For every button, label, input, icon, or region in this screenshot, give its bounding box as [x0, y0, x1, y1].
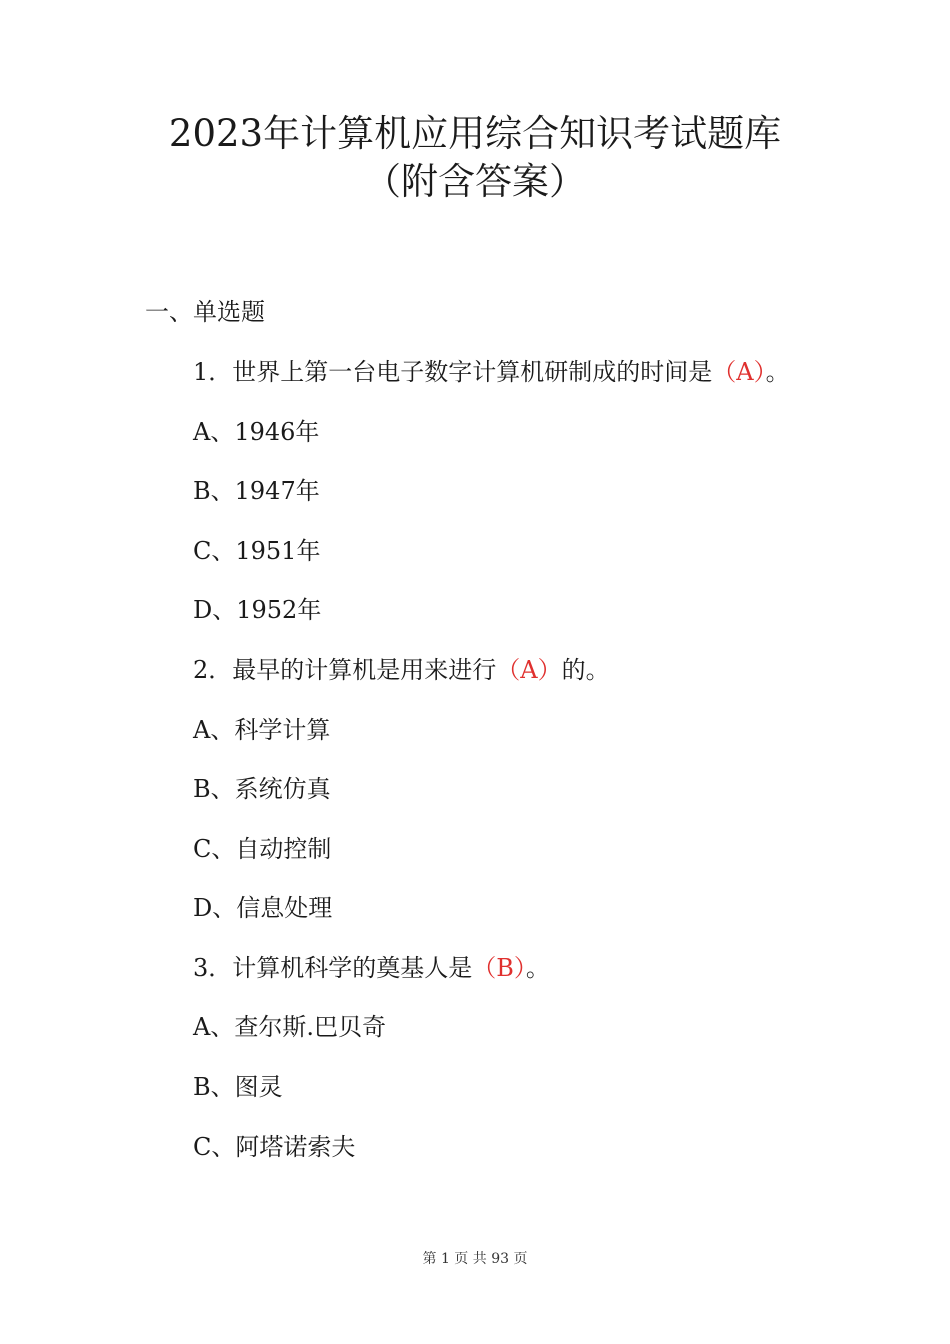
question-2	[193, 654, 610, 686]
question-stem: 最早的计算机是用来进行	[232, 656, 497, 684]
question-3	[193, 952, 550, 984]
question-3-option-a: A、查尔斯.巴贝奇	[193, 1013, 386, 1041]
question-stem-end: 的。	[561, 656, 610, 684]
section-heading: 一、单选题	[145, 298, 265, 326]
answer-marker: （A）	[496, 656, 562, 684]
document-title-line-1: 2023年计算机应用综合知识考试题库	[168, 112, 782, 155]
question-2-option-d: D、信息处理	[193, 894, 333, 922]
page-footer: 第 1 页 共 93 页	[422, 1251, 528, 1267]
question-stem-end: 。	[525, 954, 550, 982]
question-3-option-b: B、图灵	[193, 1073, 283, 1101]
question-2-option-c: C、自动控制	[193, 835, 332, 863]
question-stem: 计算机科学的奠基人是	[232, 954, 473, 982]
question-2-option-b: B、系统仿真	[193, 775, 331, 803]
question-number: 3．	[193, 954, 233, 982]
answer-marker: （A）	[712, 358, 766, 386]
question-3-option-c: C、阿塔诺索夫	[193, 1133, 356, 1161]
question-1-option-d: D、1952年	[193, 596, 322, 624]
question-1-option-c: C、1951年	[193, 537, 321, 565]
question-number: 2．	[193, 656, 233, 684]
question-2-option-a: A、科学计算	[193, 716, 331, 744]
question-1-option-a: A、1946年	[193, 418, 320, 446]
question-1	[193, 356, 790, 388]
question-stem: 世界上第一台电子数字计算机研制成的时间是	[232, 358, 713, 386]
question-stem-end: 。	[765, 358, 790, 386]
answer-marker: （B）	[472, 954, 526, 982]
question-number: 1．	[193, 358, 233, 386]
document-title-line-2: （附含答案）	[364, 160, 586, 203]
question-1-option-b: B、1947年	[193, 477, 320, 505]
